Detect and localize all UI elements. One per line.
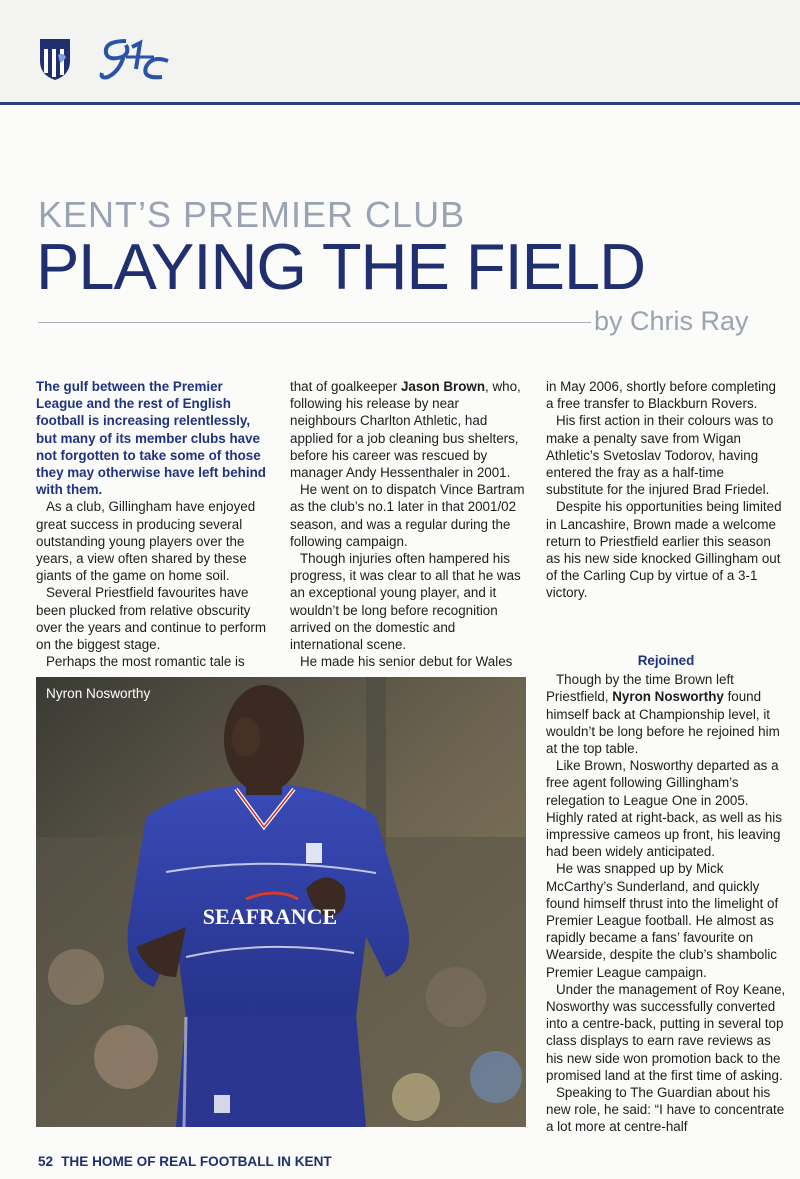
- article-lead: The gulf between the Premier League and the rest of English football is increasing relentlessly, but many of its member clubs have not forgotten to take some of those they may otherwise have left behind with them.: [36, 379, 266, 498]
- photo-caption: Nyron Nosworthy: [46, 686, 151, 701]
- article-column-1: [36, 378, 272, 670]
- page-number: 52: [38, 1154, 54, 1169]
- body-text: that of goalkeeper: [290, 379, 401, 394]
- player-name: Jason Brown: [400, 379, 486, 394]
- body-paragraph: [546, 671, 786, 757]
- body-paragraph: Though injuries often hampered his progress, it was clear to all that he was an exceptional young player, and it wouldn’t be long before recognition arrived on the domestic and international scene.: [290, 551, 521, 653]
- article-byline: by Chris Ray: [594, 306, 749, 336]
- body-paragraph: Under the management of Roy Keane, Nosworthy was successfully converted into a centre-back, putting in several top class displays to earn rave reviews as his new side won promotion back to the promised land at the first time of asking.: [546, 981, 786, 1083]
- header-rule: [0, 102, 800, 105]
- body-paragraph: He made his senior debut for Wales: [300, 654, 513, 670]
- section-subhead: Rejoined: [637, 653, 695, 668]
- body-paragraph: Despite his opportunities being limited in Lancashire, Brown made a welcome return to Priestfield earlier this season as his new side knocked Gillingham out of the Carling Cup by virtue of a 3-1 victory.: [546, 499, 782, 601]
- body-paragraph: [290, 378, 526, 481]
- player-name: Nyron Nosworthy: [612, 689, 724, 705]
- gfc-monogram-logo: [96, 35, 172, 85]
- footer-tagline: THE HOME OF REAL FOOTBALL IN KENT: [61, 1154, 332, 1169]
- body-paragraph: He went on to dispatch Vince Bartram as the club’s no.1 later in that 2001/02 season, and was a regular during the following campaign.: [290, 482, 525, 549]
- page-footer: [38, 1154, 340, 1169]
- body-paragraph: His first action in their colours was to make a penalty save from Wigan Athletic’s Svetoslav Todorov, having entered the fray as a half-time substitute for the injured Brad Friedel.: [546, 413, 774, 498]
- body-paragraph: Speaking to The Guardian about his new role, he said: “I have to concentrate a lot more at centre-half: [546, 1085, 785, 1135]
- article-column-4: [546, 652, 786, 1136]
- article-column-2: [290, 378, 526, 670]
- player-photo-illustration: [36, 677, 526, 1127]
- body-text: found himself back at Championship level, it wouldn’t be long before he rejoined him at the top table.: [546, 689, 780, 757]
- body-paragraph: in May 2006, shortly before completing a free transfer to Blackburn Rovers.: [546, 379, 776, 412]
- player-photo: [36, 677, 526, 1127]
- article-column-3: [546, 378, 782, 602]
- body-text: , who, following his release by near neighbours Charlton Athletic, had applied for a job cleaning bus shelters, before his career was rescued by manager Andy Hessenthaler in 2001.: [290, 379, 521, 481]
- body-paragraph: Several Priestfield favourites have been plucked from relative obscurity over the years and continue to perform on the biggest stage.: [36, 585, 267, 653]
- shirt-sponsor: SEAFRANCE: [202, 904, 338, 929]
- article-kicker: KENT’S PREMIER CLUB: [38, 194, 466, 235]
- body-paragraph: Perhaps the most romantic tale is: [46, 654, 245, 670]
- gillingham-fc-crest-icon: [38, 37, 72, 81]
- body-paragraph: He was snapped up by Mick McCarthy’s Sunderland, and quickly found himself thrust into the limelight of Premier League football. He almost as rapidly became a fans’ favourite on Wearside, despite the club’s shambolic Premier League campaign.: [546, 861, 779, 980]
- body-text: Though by the time Brown left Priestfield,: [546, 672, 734, 705]
- byline-rule: [38, 322, 591, 323]
- body-paragraph: As a club, Gillingham have enjoyed great success in producing several outstanding young players over the years, a view often shared by these giants of the game on home soil.: [36, 499, 256, 584]
- body-paragraph: Like Brown, Nosworthy departed as a free agent following Gillingham’s relegation to League One in 2005. Highly rated at right-back, as well as his impressive cameos up front, his leaving had been widely anticipated.: [546, 758, 782, 860]
- article-headline: PLAYING THE FIELD: [36, 230, 646, 303]
